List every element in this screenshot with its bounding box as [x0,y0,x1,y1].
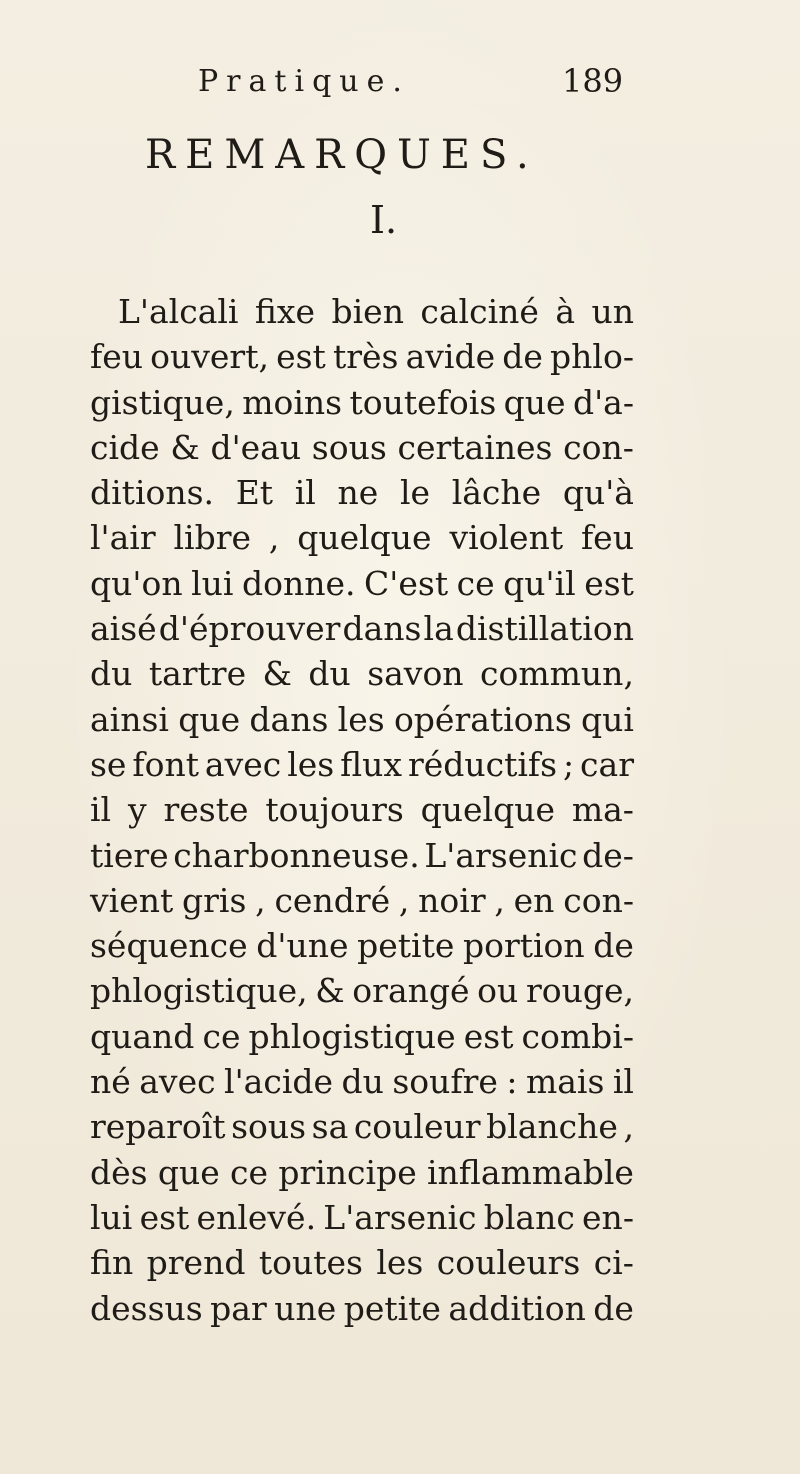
text-line [90,833,634,878]
word: de [593,1288,634,1328]
word: blanche [486,1107,618,1147]
text-line [90,470,634,515]
word: né [90,1062,131,1102]
word: couleur [353,1107,481,1147]
text-line [90,425,634,470]
word: quelque [297,518,432,558]
text-line [90,606,634,651]
word: de [593,926,634,966]
word: savon [367,654,464,694]
word: : [506,1062,518,1102]
word: quelque [420,790,555,830]
running-head: Pratique. [198,64,410,99]
word: d'éprouver [158,609,341,649]
word: gistique, [90,382,235,422]
word: blanc [483,1197,575,1237]
word: avide [405,337,496,377]
word: qui [581,699,634,739]
word: il [612,1062,634,1102]
word: petite [357,926,455,966]
word: & [315,971,345,1011]
word: phlogistique [248,1016,456,1056]
word: car [580,744,634,784]
word: libre [173,518,252,558]
word: sous [231,1107,307,1147]
text-line [90,515,634,560]
word: principe [278,1152,417,1192]
word: Et [235,473,274,513]
word: du [90,654,133,694]
word: font [132,744,199,784]
word: du [341,1062,384,1102]
text-line [90,742,634,787]
word: dès [90,1152,148,1192]
word: sous [311,427,387,467]
text-line [90,651,634,696]
word: phlo- [550,337,634,377]
word: combi- [521,1016,634,1056]
word: charbonneuse. [173,835,420,875]
word: dans [249,699,329,739]
word: feu [580,518,634,558]
word: est [139,1197,190,1237]
text-line [90,787,634,832]
text-line [90,334,634,379]
word: en- [582,1197,634,1237]
page-header [0,58,800,108]
word: avec [204,744,282,784]
word: con- [563,427,634,467]
word: l'air [90,518,156,558]
word: ce [202,1016,241,1056]
text-line [90,561,634,606]
word: gris [182,880,247,920]
text-line [90,380,634,425]
word: est [276,337,326,377]
word: certaines [397,427,553,467]
word: un [591,292,634,331]
word: la [423,609,454,649]
word: ce [230,1152,269,1192]
word: ; [563,744,575,784]
word: soufre [392,1062,498,1102]
word: vient [90,880,174,920]
word: toutefois [349,382,497,422]
word: que [157,1152,220,1192]
word: con- [563,880,634,920]
word: par [210,1288,267,1328]
word: noir [418,880,486,920]
word: d'une [256,926,349,966]
word: portion [462,926,585,966]
word: avec [139,1062,216,1102]
word: couleurs [436,1243,581,1283]
text-line [90,968,634,1013]
word: il [294,473,316,513]
word: dessus [90,1288,203,1328]
word: bien [331,292,404,331]
word: flux [340,744,403,784]
word: se [90,744,127,784]
word: d'a- [572,382,634,422]
word: , [623,1107,634,1147]
word: cendré [274,880,391,920]
word: est [584,563,634,603]
word: phlogistique, [90,971,308,1011]
word: & [170,427,200,467]
word: les [376,1243,424,1283]
word: dans [342,609,422,649]
word: orangé [352,971,470,1011]
word: les [287,744,335,784]
word: il [90,790,112,830]
word: , [255,880,266,920]
word: tiere [90,835,169,875]
word: une [274,1288,337,1328]
text-line [90,1195,634,1240]
word: & [262,654,292,694]
word: reste [163,790,249,830]
word: du [308,654,351,694]
section-number: I. [370,198,398,242]
word: est [463,1016,514,1056]
word: lui [191,563,234,603]
word: l'acide [224,1062,334,1102]
word: prend [146,1243,246,1283]
word: ditions. [90,473,215,513]
text-line [90,1150,634,1195]
word: fixe [254,292,316,331]
word: reparoît [90,1107,226,1147]
word: toujours [265,790,404,830]
word: très [332,337,399,377]
word: de- [582,835,634,875]
word: distillation [455,609,634,649]
word: feu [90,337,143,377]
word: , [494,880,505,920]
word: que [503,382,566,422]
text-line [90,697,634,742]
text-line [90,1014,634,1059]
word: sa [311,1107,349,1147]
word: ci- [593,1243,634,1283]
word: d'eau [210,427,302,467]
word: mais [525,1062,605,1102]
word: tartre [148,654,247,694]
word: ou [477,971,519,1011]
word: addition [448,1288,586,1328]
word: violent [449,518,564,558]
word: lui [90,1197,133,1237]
text-line [90,878,634,923]
page-number: 189 [562,62,624,100]
word: ma- [571,790,634,830]
word: , [268,518,280,558]
word: en [513,880,555,920]
text-line [90,1104,634,1149]
word: qu'on [90,563,183,603]
word: L'arsenic [424,835,578,875]
word: rouge, [525,971,634,1011]
word: les [337,699,385,739]
word: qu'il [503,563,576,603]
word: inflammable [427,1152,634,1192]
word: quand [90,1016,195,1056]
word: ce [456,563,495,603]
word: donne. [241,563,356,603]
text-line [90,1059,634,1104]
word: calciné [420,292,539,331]
word: petite [343,1288,441,1328]
word: que [178,699,241,739]
word: moins [242,382,343,422]
word: commun, [480,654,634,694]
word: le [399,473,431,513]
word: cide [90,427,160,467]
word: , [398,880,410,920]
body-text [90,289,634,1331]
word: ouvert, [150,337,269,377]
word: toutes [258,1243,363,1283]
text-line [90,289,634,334]
word: L'alcali [118,292,239,331]
word: y [127,790,147,830]
word: séquence [90,926,248,966]
word: fin [90,1243,134,1283]
section-title: REMARQUES. [145,132,539,178]
word: ne [337,473,379,513]
word: L'arsenic [323,1197,477,1237]
text-line [90,1286,634,1331]
word: opérations [393,699,572,739]
word: réductifs [407,744,558,784]
word: C'est [364,563,449,603]
text-line [90,923,634,968]
word: enlevé. [196,1197,317,1237]
text-line [90,1240,634,1285]
word: aisé [90,609,157,649]
word: lâche [451,473,542,513]
word: de [502,337,543,377]
word: ainsi [90,699,169,739]
word: à [555,292,576,331]
word: qu'à [562,473,634,513]
